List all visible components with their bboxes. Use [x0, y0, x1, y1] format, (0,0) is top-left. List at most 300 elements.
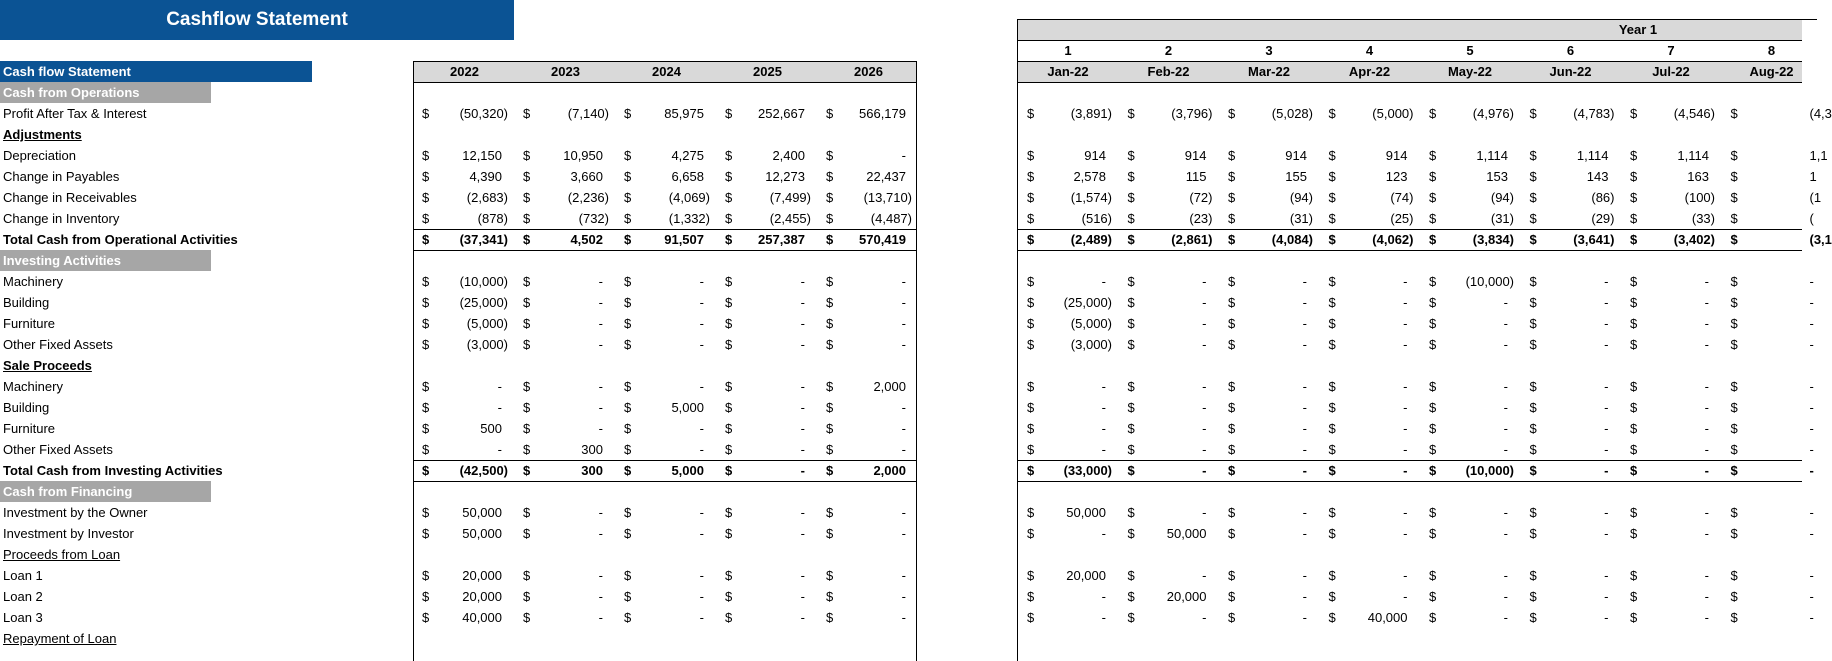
monthly-value: -	[1809, 589, 1814, 604]
currency-symbol: $	[1027, 232, 1035, 247]
annual-value: -	[598, 379, 603, 394]
monthly-value: -	[1809, 274, 1814, 289]
monthly-value: -	[1604, 316, 1609, 331]
currency-symbol: $	[1127, 463, 1135, 478]
monthly-value: -	[1704, 505, 1709, 520]
currency-symbol: $	[826, 148, 834, 163]
annual-value: -	[800, 568, 805, 583]
currency-symbol: $	[1328, 442, 1336, 457]
annual-value: -	[800, 295, 805, 310]
annual-value: -	[901, 610, 906, 625]
currency-symbol: $	[1328, 169, 1336, 184]
monthly-value: -	[1604, 274, 1609, 289]
monthly-value: -	[1604, 442, 1609, 457]
monthly-value: -	[1403, 274, 1408, 289]
currency-symbol: $	[1228, 106, 1236, 121]
row-label: Investment by the Owner	[3, 505, 148, 520]
monthly-value: -	[1704, 526, 1709, 541]
table-title: Cash flow Statement	[0, 61, 312, 82]
annual-value: -	[901, 337, 906, 352]
currency-symbol: $	[523, 442, 531, 457]
monthly-value: 2,578	[1073, 169, 1106, 184]
currency-symbol: $	[1730, 190, 1738, 205]
row-label: Building	[3, 295, 50, 310]
currency-symbol: $	[1027, 568, 1035, 583]
monthly-value: -	[1302, 526, 1307, 541]
month-header: Apr-22	[1348, 64, 1391, 79]
currency-symbol: $	[1328, 463, 1336, 478]
month-number: 5	[1466, 43, 1474, 58]
annual-value: -	[699, 337, 704, 352]
currency-symbol: $	[1730, 526, 1738, 541]
year-header-2022: 2022	[450, 64, 479, 79]
annual-value: -	[598, 274, 603, 289]
currency-symbol: $	[523, 463, 531, 478]
currency-symbol: $	[1027, 379, 1035, 394]
annual-value: (4,487)	[870, 211, 912, 226]
currency-symbol: $	[826, 106, 834, 121]
monthly-value: (5,028)	[1271, 106, 1313, 121]
annual-value: -	[699, 589, 704, 604]
currency-symbol: $	[624, 421, 632, 436]
currency-symbol: $	[1328, 337, 1336, 352]
currency-symbol: $	[1529, 106, 1537, 121]
currency-symbol: $	[1429, 610, 1437, 625]
annual-value: -	[598, 400, 603, 415]
monthly-value: -	[1202, 442, 1207, 457]
monthly-value: 1,114	[1576, 148, 1609, 163]
currency-symbol: $	[523, 169, 531, 184]
currency-symbol: $	[1127, 211, 1135, 226]
currency-symbol: $	[1730, 169, 1738, 184]
monthly-value: 1,114	[1476, 148, 1508, 163]
annual-value: -	[901, 505, 906, 520]
currency-symbol: $	[1630, 442, 1638, 457]
monthly-value: -	[1302, 295, 1307, 310]
annual-value: -	[497, 442, 502, 457]
monthly-value: 914	[1285, 148, 1307, 163]
annual-value: -	[800, 421, 805, 436]
total-rule-top	[1017, 229, 1802, 230]
monthly-value: -	[1403, 526, 1408, 541]
currency-symbol: $	[826, 274, 834, 289]
year-group-label: Year 1	[1618, 22, 1658, 37]
currency-symbol: $	[1027, 442, 1035, 457]
currency-symbol: $	[1328, 211, 1336, 226]
annual-value: -	[598, 589, 603, 604]
currency-symbol: $	[1027, 148, 1035, 163]
currency-symbol: $	[1027, 169, 1035, 184]
currency-symbol: $	[1529, 442, 1537, 457]
currency-symbol: $	[523, 190, 531, 205]
currency-symbol: $	[1429, 463, 1437, 478]
currency-symbol: $	[1529, 148, 1537, 163]
monthly-value: -	[1302, 400, 1307, 415]
currency-symbol: $	[826, 463, 834, 478]
monthly-value: (29)	[1591, 211, 1615, 226]
total-rule-top	[1017, 460, 1802, 461]
currency-symbol: $	[725, 232, 733, 247]
monthly-value: 20,000	[1166, 589, 1207, 604]
currency-symbol: $	[826, 211, 834, 226]
currency-symbol: $	[1429, 232, 1437, 247]
annual-value: -	[901, 442, 906, 457]
monthly-value: -	[1704, 400, 1709, 415]
currency-symbol: $	[1127, 316, 1135, 331]
monthly-value: -	[1101, 379, 1106, 394]
monthly-value: (4,976)	[1472, 106, 1514, 121]
currency-symbol: $	[1630, 610, 1638, 625]
monthly-value: 1,1	[1809, 148, 1828, 163]
monthly-value: -	[1503, 589, 1508, 604]
monthly-value: -	[1704, 295, 1709, 310]
monthly-value: -	[1704, 463, 1709, 478]
row-label: Profit After Tax & Interest	[3, 106, 147, 121]
monthly-value: -	[1704, 316, 1709, 331]
annual-value: 4,275	[671, 148, 704, 163]
annual-value: -	[800, 379, 805, 394]
currency-symbol: $	[1328, 505, 1336, 520]
currency-symbol: $	[624, 400, 632, 415]
row-label: Investment by Investor	[3, 526, 134, 541]
currency-symbol: $	[826, 421, 834, 436]
annual-value: 91,507	[664, 232, 704, 247]
month-number: 1	[1064, 43, 1072, 58]
month-header: Jul-22	[1652, 64, 1690, 79]
currency-symbol: $	[1730, 232, 1738, 247]
currency-symbol: $	[1127, 379, 1135, 394]
annual-value: 4,390	[469, 169, 502, 184]
currency-symbol: $	[1228, 190, 1236, 205]
currency-symbol: $	[725, 505, 733, 520]
monthly-value: (25,000)	[1063, 295, 1112, 310]
currency-symbol: $	[1027, 526, 1035, 541]
currency-symbol: $	[624, 610, 632, 625]
monthly-value: (4,783)	[1573, 106, 1615, 121]
row-label: Machinery	[3, 274, 63, 289]
monthly-value: -	[1302, 337, 1307, 352]
currency-symbol: $	[1127, 421, 1135, 436]
currency-symbol: $	[1730, 442, 1738, 457]
currency-symbol: $	[1429, 106, 1437, 121]
annual-value: -	[699, 379, 704, 394]
currency-symbol: $	[523, 106, 531, 121]
currency-symbol: $	[1228, 379, 1236, 394]
row-label: Sale Proceeds	[3, 358, 92, 373]
currency-symbol: $	[1630, 169, 1638, 184]
currency-symbol: $	[1228, 589, 1236, 604]
currency-symbol: $	[1429, 190, 1437, 205]
annual-value: 12,150	[462, 148, 502, 163]
month-number: 2	[1164, 43, 1173, 58]
monthly-value: -	[1604, 589, 1609, 604]
annual-value: (50,320)	[459, 106, 508, 121]
annual-value: (3,000)	[466, 337, 508, 352]
currency-symbol: $	[1328, 568, 1336, 583]
monthly-value: (2,861)	[1171, 232, 1213, 247]
currency-symbol: $	[1328, 295, 1336, 310]
currency-symbol: $	[826, 442, 834, 457]
currency-symbol: $	[1027, 610, 1035, 625]
monthly-value: -	[1101, 274, 1106, 289]
currency-symbol: $	[826, 190, 834, 205]
currency-symbol: $	[422, 421, 430, 436]
currency-symbol: $	[523, 526, 531, 541]
currency-symbol: $	[1127, 526, 1135, 541]
currency-symbol: $	[1730, 316, 1738, 331]
monthly-value: -	[1302, 379, 1307, 394]
currency-symbol: $	[1630, 211, 1638, 226]
month-header-rule	[1017, 82, 1802, 83]
currency-symbol: $	[1630, 379, 1638, 394]
annual-value: 50,000	[462, 505, 502, 520]
currency-symbol: $	[1328, 106, 1336, 121]
currency-symbol: $	[422, 526, 430, 541]
currency-symbol: $	[725, 106, 733, 121]
annual-value: -	[901, 316, 906, 331]
currency-symbol: $	[624, 505, 632, 520]
monthly-value: -	[1302, 589, 1307, 604]
monthly-value: (23)	[1189, 211, 1213, 226]
total-rule-bottom	[1017, 250, 1802, 251]
annual-value: 10,950	[563, 148, 603, 163]
currency-symbol: $	[826, 295, 834, 310]
monthly-value: -	[1302, 568, 1307, 583]
currency-symbol: $	[1630, 295, 1638, 310]
annual-value: -	[598, 421, 603, 436]
currency-symbol: $	[1630, 589, 1638, 604]
currency-symbol: $	[1027, 106, 1035, 121]
currency-symbol: $	[725, 148, 733, 163]
currency-symbol: $	[624, 526, 632, 541]
monthly-value: (10,000)	[1465, 463, 1514, 478]
monthly-value: (10,000)	[1465, 274, 1514, 289]
currency-symbol: $	[1730, 211, 1738, 226]
row-label: Building	[3, 400, 50, 415]
annual-value: 22,437	[866, 169, 906, 184]
monthly-value: -	[1101, 589, 1106, 604]
currency-symbol: $	[1730, 400, 1738, 415]
row-label: Change in Receivables	[3, 190, 137, 205]
currency-symbol: $	[1228, 295, 1236, 310]
total-rule-top	[413, 460, 917, 461]
currency-symbol: $	[1529, 295, 1537, 310]
monthly-value: -	[1704, 610, 1709, 625]
monthly-value: -	[1604, 400, 1609, 415]
annual-value: 5,000	[671, 463, 704, 478]
monthly-value: -	[1809, 379, 1814, 394]
currency-symbol: $	[1429, 568, 1437, 583]
monthly-value: (25)	[1390, 211, 1414, 226]
year-header-2025: 2025	[753, 64, 782, 79]
currency-symbol: $	[523, 610, 531, 625]
currency-symbol: $	[1529, 274, 1537, 289]
monthly-value: -	[1704, 337, 1709, 352]
monthly-value: -	[1809, 442, 1814, 457]
total-label: Total Cash from Investing Activities	[3, 463, 223, 478]
currency-symbol: $	[1127, 400, 1135, 415]
currency-symbol: $	[1630, 190, 1638, 205]
monthly-value: -	[1403, 421, 1408, 436]
row-label: Repayment of Loan	[3, 631, 117, 646]
currency-symbol: $	[1228, 337, 1236, 352]
currency-symbol: $	[523, 589, 531, 604]
annual-value: (1,332)	[668, 211, 710, 226]
monthly-value: -	[1101, 421, 1106, 436]
annual-value: 257,387	[758, 232, 805, 247]
currency-symbol: $	[1630, 421, 1638, 436]
annual-value: -	[699, 526, 704, 541]
currency-symbol: $	[1328, 421, 1336, 436]
annual-value: -	[800, 463, 805, 478]
currency-symbol: $	[1529, 211, 1537, 226]
currency-symbol: $	[1730, 610, 1738, 625]
currency-symbol: $	[1730, 589, 1738, 604]
monthly-value: (33,000)	[1063, 463, 1112, 478]
annual-value: 12,273	[765, 169, 805, 184]
annual-value: 50,000	[462, 526, 502, 541]
annual-value: 40,000	[462, 610, 502, 625]
currency-symbol: $	[1228, 316, 1236, 331]
monthly-value: (31)	[1289, 211, 1313, 226]
annual-value: 5,000	[671, 400, 704, 415]
annual-value: -	[699, 316, 704, 331]
currency-symbol: $	[826, 610, 834, 625]
currency-symbol: $	[1529, 316, 1537, 331]
monthly-value: -	[1809, 421, 1814, 436]
currency-symbol: $	[1529, 379, 1537, 394]
monthly-value: -	[1503, 505, 1508, 520]
currency-symbol: $	[725, 211, 733, 226]
monthly-value: -	[1101, 442, 1106, 457]
monthly-value: -	[1403, 295, 1408, 310]
annual-value: -	[699, 295, 704, 310]
monthly-value: -	[1302, 505, 1307, 520]
year-header-2024: 2024	[652, 64, 681, 79]
currency-symbol: $	[725, 463, 733, 478]
currency-symbol: $	[725, 421, 733, 436]
monthly-value: 914	[1385, 148, 1408, 163]
monthly-value: -	[1403, 400, 1408, 415]
annual-value: (10,000)	[459, 274, 508, 289]
currency-symbol: $	[1429, 379, 1437, 394]
monthly-value: -	[1202, 316, 1207, 331]
currency-symbol: $	[725, 379, 733, 394]
monthly-value: -	[1503, 421, 1508, 436]
monthly-value: 163	[1687, 169, 1709, 184]
currency-symbol: $	[624, 190, 632, 205]
monthly-value: (4,062)	[1372, 232, 1414, 247]
monthly-value: 155	[1285, 169, 1307, 184]
currency-symbol: $	[523, 232, 531, 247]
currency-symbol: $	[1630, 337, 1638, 352]
annual-value: (5,000)	[466, 316, 508, 331]
monthly-value: -	[1809, 316, 1814, 331]
month-number: 6	[1566, 43, 1575, 58]
annual-value: -	[901, 295, 906, 310]
annual-value: (7,499)	[769, 190, 811, 205]
currency-symbol: $	[725, 568, 733, 583]
currency-symbol: $	[1328, 379, 1336, 394]
currency-symbol: $	[725, 190, 733, 205]
monthly-value: -	[1403, 337, 1408, 352]
currency-symbol: $	[1228, 505, 1236, 520]
currency-symbol: $	[1027, 337, 1035, 352]
currency-symbol: $	[523, 316, 531, 331]
currency-symbol: $	[725, 526, 733, 541]
monthly-value: (86)	[1591, 190, 1615, 205]
currency-symbol: $	[1027, 274, 1035, 289]
annual-value: (7,140)	[567, 106, 609, 121]
sheet-title: Cashflow Statement	[0, 0, 514, 40]
monthly-value: -	[1503, 442, 1508, 457]
monthly-value: -	[1809, 295, 1814, 310]
currency-symbol: $	[1429, 505, 1437, 520]
currency-symbol: $	[1328, 190, 1336, 205]
annual-value: -	[699, 610, 704, 625]
monthly-value: -	[1809, 463, 1814, 478]
monthly-value: (4,546)	[1673, 106, 1715, 121]
currency-symbol: $	[1429, 169, 1437, 184]
monthly-value: -	[1101, 526, 1106, 541]
currency-symbol: $	[1630, 463, 1638, 478]
annual-value: (732)	[578, 211, 609, 226]
annual-value: 20,000	[462, 589, 502, 604]
monthly-value: -	[1202, 610, 1207, 625]
total-rule-bottom	[413, 481, 917, 482]
row-label: Other Fixed Assets	[3, 337, 113, 352]
currency-symbol: $	[1127, 106, 1135, 121]
annual-value: -	[598, 568, 603, 583]
row-label: Change in Payables	[3, 169, 120, 184]
section-header: Cash from Operations	[0, 82, 211, 103]
currency-symbol: $	[826, 337, 834, 352]
annual-value: -	[901, 274, 906, 289]
monthly-value: -	[1202, 295, 1207, 310]
annual-value: (2,236)	[567, 190, 609, 205]
annual-value: (25,000)	[459, 295, 508, 310]
monthly-value: (3,402)	[1673, 232, 1715, 247]
monthly-value: (3,796)	[1171, 106, 1213, 121]
currency-symbol: $	[1127, 190, 1135, 205]
currency-symbol: $	[1027, 316, 1035, 331]
currency-symbol: $	[1127, 505, 1135, 520]
annual-value: -	[598, 526, 603, 541]
monthly-value: 914	[1084, 148, 1106, 163]
monthly-value: 40,000	[1367, 610, 1408, 625]
annual-value: -	[901, 148, 906, 163]
currency-symbol: $	[826, 505, 834, 520]
currency-symbol: $	[1529, 568, 1537, 583]
currency-symbol: $	[1228, 526, 1236, 541]
annual-value: (878)	[477, 211, 508, 226]
currency-symbol: $	[1730, 295, 1738, 310]
currency-symbol: $	[1429, 526, 1437, 541]
currency-symbol: $	[624, 211, 632, 226]
currency-symbol: $	[422, 169, 430, 184]
row-label: Machinery	[3, 379, 63, 394]
monthly-value: (2,489)	[1070, 232, 1112, 247]
monthly-value: -	[1302, 274, 1307, 289]
currency-symbol: $	[1529, 589, 1537, 604]
monthly-value: (100)	[1684, 190, 1715, 205]
currency-symbol: $	[1730, 379, 1738, 394]
currency-symbol: $	[1027, 505, 1035, 520]
monthly-value: -	[1704, 589, 1709, 604]
currency-symbol: $	[523, 505, 531, 520]
annual-value: -	[800, 505, 805, 520]
year-group-row	[1018, 20, 1802, 40]
